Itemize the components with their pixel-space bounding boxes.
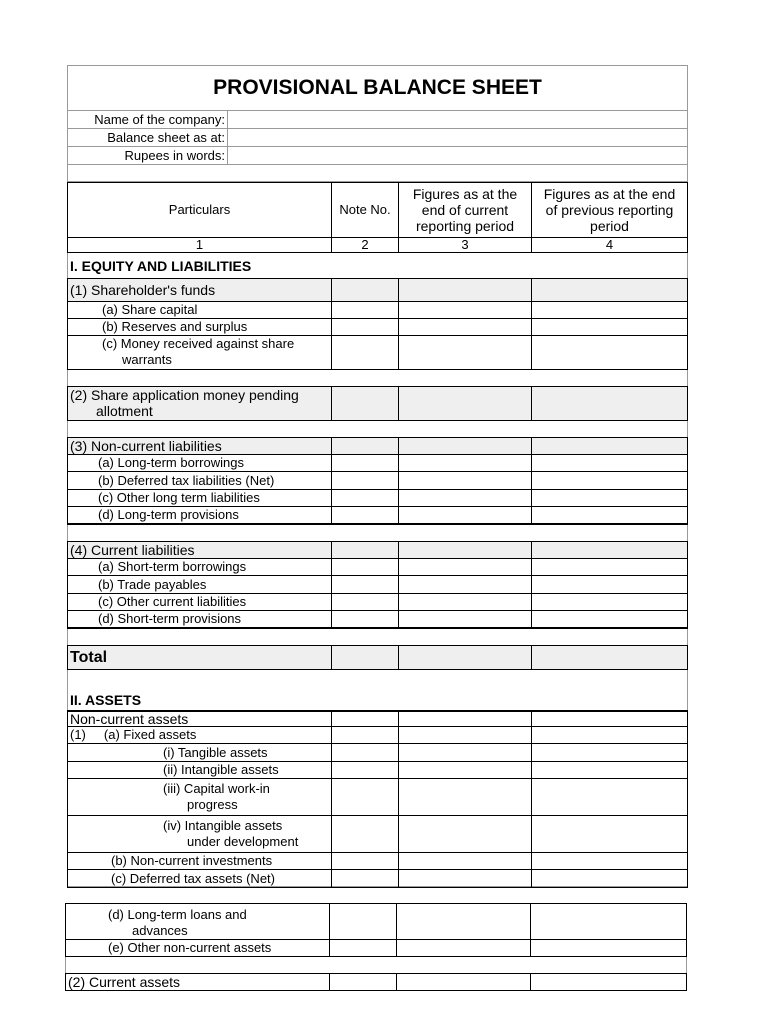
note-cell[interactable]: [332, 870, 399, 888]
other-nc-assets-label: (e) Other non-current assets: [65, 940, 330, 957]
column-number-1: 1: [67, 238, 332, 253]
previous-period-cell[interactable]: [532, 541, 688, 559]
note-cell[interactable]: [332, 576, 399, 594]
current-liabilities-label: (4) Current liabilities: [67, 541, 332, 559]
st-borrowings-label: (a) Short-term borrowings: [67, 559, 332, 576]
deferred-tax-liab-label: (b) Deferred tax liabilities (Net): [67, 472, 332, 490]
note-cell[interactable]: [332, 472, 399, 490]
current-period-cell[interactable]: [399, 816, 532, 853]
share-application-label: [67, 386, 332, 421]
money-received-label: [67, 336, 332, 370]
total-label: Total: [67, 645, 332, 670]
share-application-line-2: allotment: [96, 403, 153, 419]
note-cell[interactable]: [332, 490, 399, 507]
current-period-cell[interactable]: [399, 336, 532, 370]
note-cell[interactable]: [332, 278, 399, 302]
deferred-tax-assets-row[interactable]: [67, 870, 688, 888]
current-period-cell[interactable]: [399, 319, 532, 336]
iaud-line-1: (iv) Intangible assets: [163, 818, 283, 833]
money-received-row[interactable]: [67, 336, 688, 370]
equity-heading-row: [67, 253, 688, 278]
other-lt-liab-row[interactable]: [67, 490, 688, 507]
cwip-label: [67, 779, 332, 816]
header-note-no: Note No.: [332, 182, 399, 238]
other-current-liab-label: (c) Other current liabilities: [67, 594, 332, 611]
cwip-line-1: (iii) Capital work-in: [163, 781, 270, 796]
current-period-cell[interactable]: [399, 437, 532, 455]
current-period-cell[interactable]: [397, 940, 531, 957]
current-period-cell[interactable]: [399, 710, 532, 727]
previous-period-cell[interactable]: [532, 816, 688, 853]
fixed-assets-row[interactable]: [67, 727, 688, 744]
note-cell[interactable]: [332, 727, 399, 744]
previous-period-cell[interactable]: [532, 853, 688, 870]
current-period-cell[interactable]: [399, 853, 532, 870]
note-cell[interactable]: [332, 594, 399, 611]
rupees-in-words-row[interactable]: [67, 147, 688, 165]
lt-loans-line-2: advances: [132, 923, 188, 938]
column-number-row: [67, 238, 688, 253]
spacer-row: [67, 165, 688, 182]
noncurrent-liabilities-row[interactable]: [67, 437, 688, 455]
noncurrent-assets-label: Non-current assets: [67, 710, 332, 727]
previous-period-cell[interactable]: [532, 278, 688, 302]
share-capital-label: (a) Share capital: [67, 302, 332, 319]
current-period-cell[interactable]: [399, 594, 532, 611]
current-period-cell[interactable]: [399, 727, 532, 744]
money-received-line-1: (c) Money received against share: [102, 336, 295, 351]
note-cell[interactable]: [332, 507, 399, 525]
total-row[interactable]: [67, 645, 688, 670]
current-period-cell[interactable]: [399, 278, 532, 302]
trade-payables-row[interactable]: [67, 576, 688, 594]
current-period-cell[interactable]: [399, 779, 532, 816]
current-assets-label: (2) Current assets: [65, 973, 330, 991]
column-number-4: 4: [532, 238, 688, 253]
spacer-row: [65, 957, 687, 973]
current-period-cell[interactable]: [399, 576, 532, 594]
previous-period-cell[interactable]: [531, 940, 687, 957]
column-number-2: 2: [332, 238, 399, 253]
noncurrent-assets-row[interactable]: [67, 710, 688, 727]
previous-period-cell[interactable]: [532, 710, 688, 727]
previous-period-cell[interactable]: [532, 645, 688, 670]
note-cell[interactable]: [332, 744, 399, 762]
assets-heading-row: [67, 690, 688, 710]
nc-investments-label: (b) Non-current investments: [67, 853, 332, 870]
previous-period-cell[interactable]: [532, 455, 688, 472]
shareholders-funds-row[interactable]: [67, 278, 688, 302]
previous-period-cell[interactable]: [532, 559, 688, 576]
reserves-surplus-label: (b) Reserves and surplus: [67, 319, 332, 336]
note-cell[interactable]: [332, 386, 399, 421]
other-lt-liab-label: (c) Other long term liabilities: [67, 490, 332, 507]
noncurrent-liabilities-label: (3) Non-current liabilities: [67, 437, 332, 455]
current-liabilities-row[interactable]: [67, 541, 688, 559]
money-received-line-2: warrants: [122, 352, 172, 367]
current-period-cell[interactable]: [399, 645, 532, 670]
current-period-cell[interactable]: [399, 744, 532, 762]
current-period-cell[interactable]: [397, 903, 531, 940]
previous-period-cell[interactable]: [532, 319, 688, 336]
st-borrowings-row[interactable]: [67, 559, 688, 576]
previous-period-cell[interactable]: [532, 576, 688, 594]
previous-period-cell[interactable]: [532, 386, 688, 421]
nc-investments-row[interactable]: [67, 853, 688, 870]
previous-period-cell[interactable]: [532, 727, 688, 744]
st-provisions-label: (d) Short-term provisions: [67, 611, 332, 629]
other-nc-assets-row[interactable]: [65, 940, 687, 957]
note-cell[interactable]: [332, 437, 399, 455]
current-period-cell[interactable]: [399, 455, 532, 472]
previous-period-cell[interactable]: [531, 903, 687, 940]
rupees-in-words-label: Rupees in words:: [67, 147, 228, 164]
iaud-row[interactable]: [67, 816, 688, 853]
note-cell[interactable]: [332, 302, 399, 319]
previous-period-cell[interactable]: [532, 594, 688, 611]
lt-loans-label: [65, 903, 330, 940]
current-period-cell[interactable]: [399, 611, 532, 629]
page-title: PROVISIONAL BALANCE SHEET: [67, 65, 688, 111]
equity-liabilities-heading: I. EQUITY AND LIABILITIES: [70, 257, 252, 274]
note-cell[interactable]: [332, 541, 399, 559]
previous-period-cell[interactable]: [532, 611, 688, 629]
previous-period-cell[interactable]: [532, 762, 688, 779]
tangible-assets-label: (i) Tangible assets: [67, 744, 332, 762]
note-cell[interactable]: [332, 816, 399, 853]
current-period-cell[interactable]: [399, 559, 532, 576]
previous-period-cell[interactable]: [532, 437, 688, 455]
note-cell[interactable]: [330, 940, 397, 957]
iaud-line-2: under development: [187, 834, 299, 849]
assets-heading: II. ASSETS: [70, 692, 142, 708]
note-cell[interactable]: [332, 779, 399, 816]
other-current-liab-row[interactable]: [67, 594, 688, 611]
current-assets-row[interactable]: [65, 973, 687, 991]
note-cell[interactable]: [332, 559, 399, 576]
shareholders-funds-label: (1) Shareholder's funds: [67, 278, 332, 302]
previous-period-cell[interactable]: [532, 472, 688, 490]
previous-period-cell[interactable]: [532, 779, 688, 816]
current-period-cell[interactable]: [397, 973, 531, 991]
lt-loans-line-1: (d) Long-term loans and: [108, 907, 247, 922]
previous-period-cell[interactable]: [532, 302, 688, 319]
current-period-cell[interactable]: [399, 386, 532, 421]
lt-borrowings-row[interactable]: [67, 455, 688, 472]
st-provisions-row[interactable]: [67, 611, 688, 629]
note-cell[interactable]: [332, 710, 399, 727]
company-name-label: Name of the company:: [67, 111, 228, 128]
previous-period-cell[interactable]: [531, 973, 687, 991]
fixed-assets-number: (1): [70, 727, 86, 742]
note-cell[interactable]: [332, 319, 399, 336]
table-header-row: [67, 182, 688, 238]
lt-provisions-label: (d) Long-term provisions: [67, 507, 332, 525]
lt-borrowings-label: (a) Long-term borrowings: [67, 455, 332, 472]
tangible-assets-row[interactable]: [67, 744, 688, 762]
column-number-3: 3: [399, 238, 532, 253]
iaud-label: [67, 816, 332, 853]
note-cell[interactable]: [332, 762, 399, 779]
note-cell[interactable]: [332, 611, 399, 629]
company-name-row[interactable]: [67, 111, 688, 129]
note-cell[interactable]: [330, 973, 397, 991]
current-period-cell[interactable]: [399, 302, 532, 319]
deferred-tax-assets-label: (c) Deferred tax assets (Net): [67, 870, 332, 888]
intangible-assets-row[interactable]: [67, 762, 688, 779]
cwip-row[interactable]: [67, 779, 688, 816]
lt-loans-row[interactable]: [65, 903, 687, 940]
current-period-cell[interactable]: [399, 870, 532, 888]
header-previous-period: Figures as at the end of previous reporting period: [532, 182, 688, 238]
reserves-row[interactable]: [67, 319, 688, 336]
note-cell[interactable]: [332, 645, 399, 670]
header-current-period: Figures as at the end of current reporting period: [399, 182, 532, 238]
intangible-assets-label: (ii) Intangible assets: [67, 762, 332, 779]
lt-provisions-row[interactable]: [67, 507, 688, 525]
previous-period-cell[interactable]: [532, 744, 688, 762]
current-period-cell[interactable]: [399, 507, 532, 525]
note-cell[interactable]: [330, 903, 397, 940]
previous-period-cell[interactable]: [532, 336, 688, 370]
previous-period-cell[interactable]: [532, 870, 688, 888]
header-particulars: Particulars: [67, 182, 332, 238]
share-application-line-1: (2) Share application money pending: [70, 387, 299, 403]
note-cell[interactable]: [332, 455, 399, 472]
share-capital-row[interactable]: [67, 302, 688, 319]
fixed-assets-label: [67, 727, 332, 744]
current-period-cell[interactable]: [399, 541, 532, 559]
current-period-cell[interactable]: [399, 472, 532, 490]
note-cell[interactable]: [332, 336, 399, 370]
previous-period-cell[interactable]: [532, 507, 688, 525]
current-period-cell[interactable]: [399, 490, 532, 507]
balance-sheet-date-row[interactable]: [67, 129, 688, 147]
deferred-tax-liab-row[interactable]: [67, 472, 688, 490]
fixed-assets-text: (a) Fixed assets: [103, 727, 197, 742]
cwip-line-2: progress: [187, 797, 238, 812]
share-application-row[interactable]: [67, 386, 688, 421]
previous-period-cell[interactable]: [532, 490, 688, 507]
current-period-cell[interactable]: [399, 762, 532, 779]
note-cell[interactable]: [332, 853, 399, 870]
trade-payables-label: (b) Trade payables: [67, 576, 332, 594]
balance-sheet-date-label: Balance sheet as at:: [67, 129, 228, 146]
